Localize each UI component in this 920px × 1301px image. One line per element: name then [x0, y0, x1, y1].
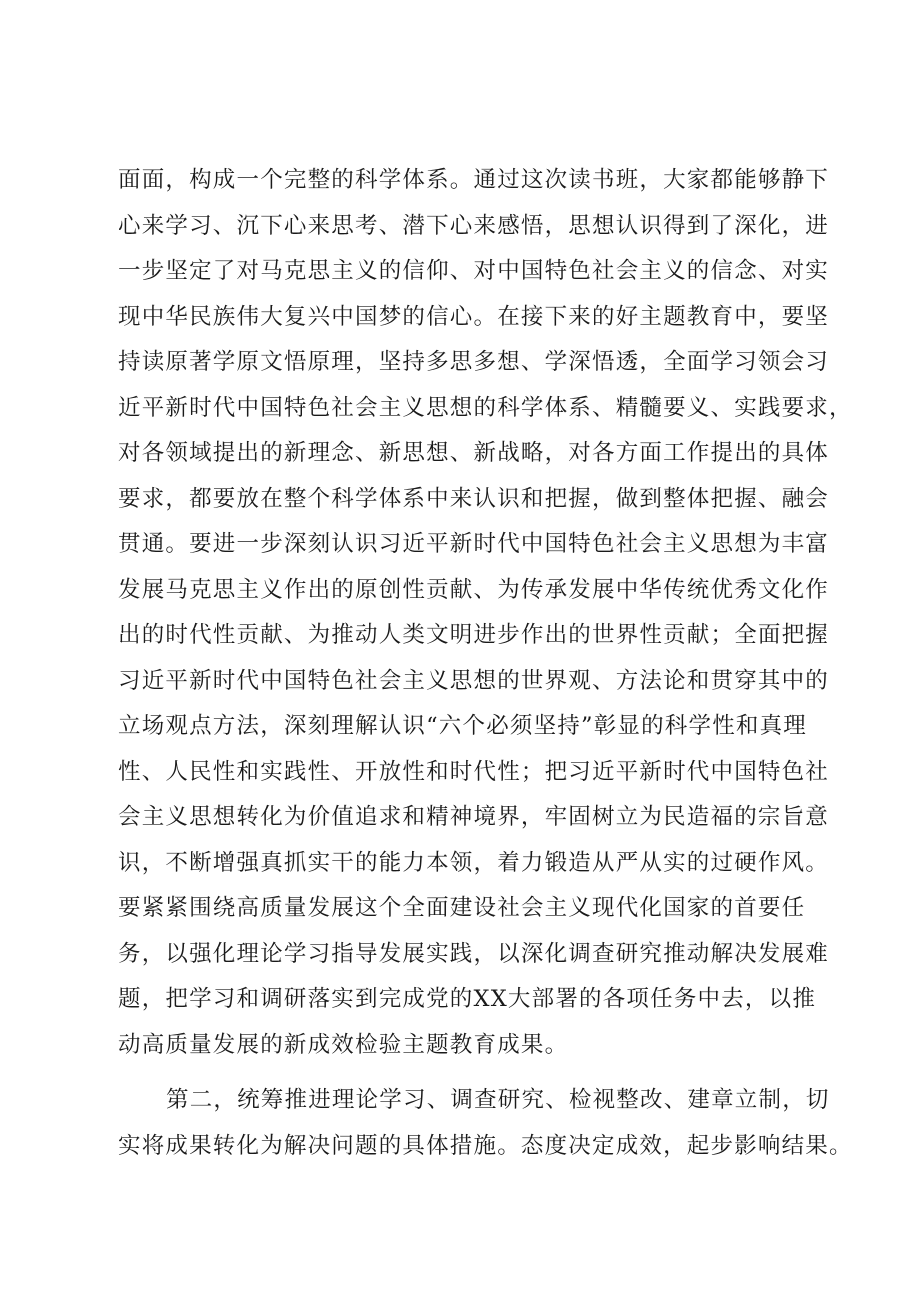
paragraph-1 — [118, 158, 853, 1068]
text-line: 会主义思想转化为价值追求和精神境界，牢固树立为民造福的宗旨意 — [118, 804, 830, 830]
text-line: 务，以强化理论学习指导发展实践，以深化调查研究推动解决发展难 — [118, 940, 830, 967]
text-line: 持读原著学原文悟原理，坚持多思多想、学深悟透，全面学习领会习 — [118, 349, 830, 375]
text-line: 实将成果转化为解决问题的具体措施。态度决定成效，起步影响结果。 — [118, 1132, 853, 1159]
text-line: 题，把学习和调研落实到完成党的XX大部署的各项任务中去，以推 — [118, 986, 817, 1012]
paragraph-2 — [118, 1078, 853, 1169]
text-line: 对各领域提出的新理念、新思想、新战略，对各方面工作提出的具体 — [118, 440, 830, 466]
text-line: 识，不断增强真抓实干的能力本领，着力锻造从严从实的过硬作风。 — [118, 849, 830, 876]
text-line: 性、人民性和实践性、开放性和时代性；把习近平新时代中国特色社 — [118, 758, 830, 785]
text-line: 面面，构成一个完整的科学体系。通过这次读书班，大家都能够静下 — [118, 167, 830, 193]
text-line: 现中华民族伟大复兴中国梦的信心。在接下来的好主题教育中，要坚 — [118, 303, 830, 330]
text-line: 动高质量发展的新成效检验主题教育成果。 — [118, 1031, 569, 1058]
text-line: 第二，统筹推进理论学习、调查研究、检视整改、建章立制，切 — [166, 1087, 830, 1113]
text-line: 要求，都要放在整个科学体系中来认识和把握，做到整体把握、融会 — [118, 485, 830, 512]
text-line: 要紧紧围绕高质量发展这个全面建设社会主义现代化国家的首要任 — [118, 895, 806, 921]
text-line: 贯通。要进一步深刻认识习近平新时代中国特色社会主义思想为丰富 — [118, 531, 830, 557]
text-line: 一步坚定了对马克思主义的信仰、对中国特色社会主义的信念、对实 — [118, 258, 830, 284]
text-line: 近平新时代中国特色社会主义思想的科学体系、精髓要义、实践要求， — [118, 394, 853, 421]
text-line: 出的时代性贡献、为推动人类文明进步作出的世界性贡献；全面把握 — [118, 622, 830, 648]
document-body — [118, 158, 853, 1169]
text-line: 心来学习、沉下心来思考、潜下心来感悟，思想认识得到了深化，进 — [118, 212, 830, 239]
text-line: 立场观点方法，深刻理解认识“六个必须坚持”彰显的科学性和真理 — [118, 713, 808, 739]
paragraph-spacer — [118, 1068, 818, 1078]
text-line: 发展马克思主义作出的原创性贡献、为传承发展中华传统优秀文化作 — [118, 576, 830, 603]
text-line: 习近平新时代中国特色社会主义思想的世界观、方法论和贯穿其中的 — [118, 667, 830, 694]
